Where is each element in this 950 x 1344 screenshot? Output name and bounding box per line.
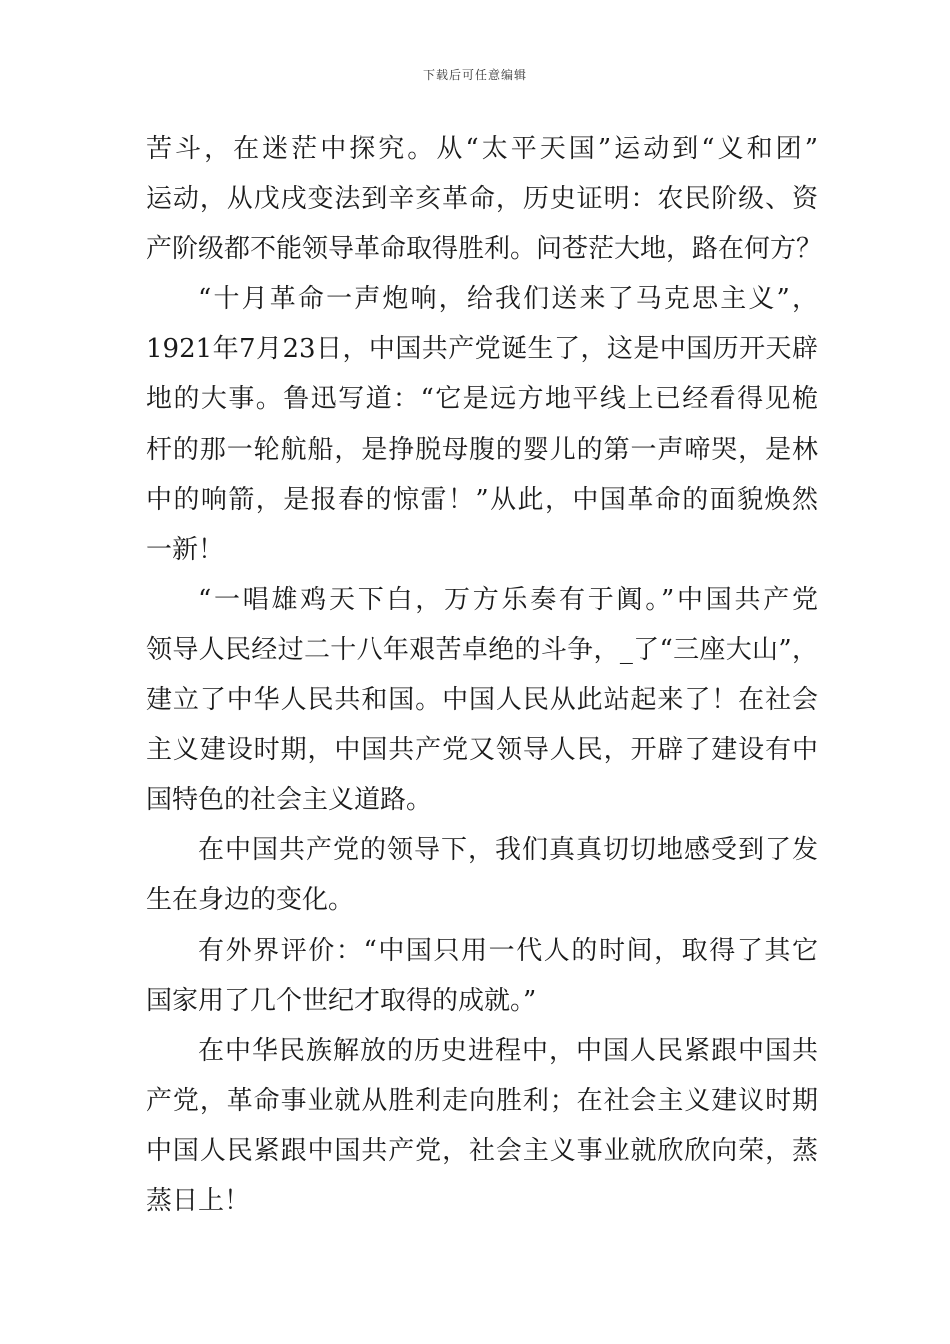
text-line: 生在身边的变化。 — [146, 885, 355, 916]
text-line: 一新！ — [146, 534, 225, 565]
text-line: 在中国共产党的领导下，我们真真切切地感受到了发 — [198, 835, 818, 866]
text-line: 蒸日上！ — [146, 1185, 251, 1216]
text-line: 领导人民经过二十八年艰苦卓绝的斗争，_了“三座大山”， — [146, 634, 818, 665]
text-line: 苦斗，在迷茫中探究。从“太平天国”运动到“义和团” — [146, 134, 818, 164]
header-note: 下载后可任意编辑 — [422, 68, 527, 82]
text-line: “十月革命一声炮响，给我们送来了马克思主义”， — [198, 284, 818, 315]
text-line: 产党，革命事业就从胜利走向胜利；在社会主义建议时期 — [146, 1085, 818, 1116]
text-line: 中国人民紧跟中国共产党，社会主义事业就欣欣向荣，蒸 — [146, 1135, 818, 1166]
text-line: 主义建设时期，中国共产党又领导人民，开辟了建设有中 — [146, 735, 818, 766]
text-line: 杆的那一轮航船，是挣脱母腹的婴儿的第一声啼哭，是林 — [146, 434, 818, 465]
text-line: 建立了中华人民共和国。中国人民从此站起来了！在社会 — [146, 685, 818, 716]
text-line: 地的大事。鲁迅写道：“它是远方地平线上已经看得见桅 — [146, 384, 818, 415]
text-line: 有外界评价：“中国只用一代人的时间，取得了其它 — [198, 935, 818, 966]
text-line: 国特色的社会主义道路。 — [146, 785, 433, 816]
text-line: “一唱雄鸡天下白，万方乐奏有于阗。”中国共产党 — [198, 584, 818, 615]
document-body — [146, 124, 823, 1226]
text-line: 国家用了几个世纪才取得的成就。” — [146, 985, 537, 1016]
text-line: 运动，从戊戌变法到辛亥革命，历史证明：农民阶级、资 — [146, 184, 818, 215]
text-line: 中的响箭，是报春的惊雷！”从此，中国革命的面貌焕然 — [146, 484, 818, 515]
text-line: 1921年7月23日，中国共产党诞生了，这是中国历开天辟 — [146, 334, 818, 365]
text-line: 在中华民族解放的历史进程中，中国人民紧跟中国共 — [198, 1035, 818, 1066]
text-line: 产阶级都不能领导革命取得胜利。问苍茫大地，路在何方？ — [146, 234, 823, 265]
